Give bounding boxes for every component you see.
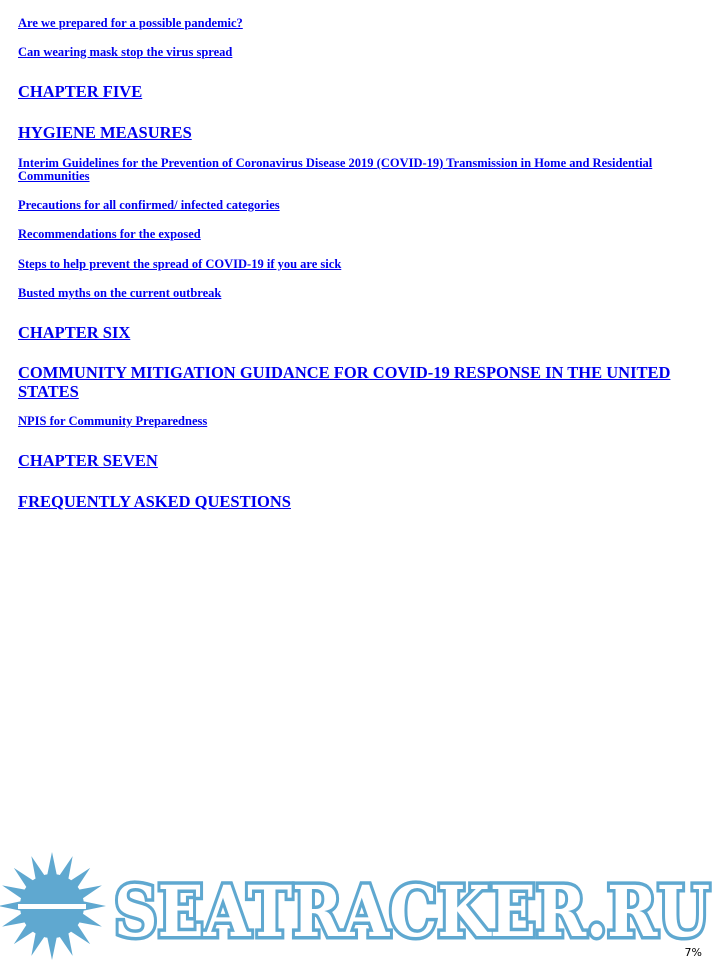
progress-indicator: 7%: [684, 946, 702, 959]
toc-heading-faq[interactable]: FREQUENTLY ASKED QUESTIONS: [18, 492, 291, 511]
toc-link-steps-prevent-spread[interactable]: Steps to help prevent the spread of COVID-19 if you are sick: [18, 257, 342, 271]
toc-heading-chapter-five[interactable]: CHAPTER FIVE: [18, 82, 143, 101]
toc-heading-hygiene-measures[interactable]: HYGIENE MEASURES: [18, 123, 192, 142]
toc-heading-chapter-seven[interactable]: CHAPTER SEVEN: [18, 451, 158, 470]
toc-link-pandemic-preparedness[interactable]: Are we prepared for a possible pandemic?: [18, 16, 243, 30]
toc-link-recommendations-exposed[interactable]: Recommendations for the exposed: [18, 227, 201, 241]
toc-link-interim-guidelines[interactable]: Interim Guidelines for the Prevention of Coronavirus Disease 2019 (COVID-19) Transmission in Home and Residential Communities: [18, 156, 653, 183]
toc-link-npis-preparedness[interactable]: NPIS for Community Preparedness: [18, 414, 208, 428]
watermark-text: SEATRACKER.RU: [114, 870, 710, 953]
toc-link-wearing-mask[interactable]: Can wearing mask stop the virus spread: [18, 45, 233, 59]
toc-link-precautions-confirmed[interactable]: Precautions for all confirmed/ infected categories: [18, 198, 280, 212]
sun-icon: [0, 852, 106, 960]
toc-link-busted-myths[interactable]: Busted myths on the current outbreak: [18, 286, 222, 300]
toc-heading-chapter-six[interactable]: CHAPTER SIX: [18, 323, 131, 342]
watermark-logo: [0, 852, 721, 961]
toc-heading-community-mitigation[interactable]: COMMUNITY MITIGATION GUIDANCE FOR COVID-19 RESPONSE IN THE UNITED STATES: [18, 363, 671, 401]
